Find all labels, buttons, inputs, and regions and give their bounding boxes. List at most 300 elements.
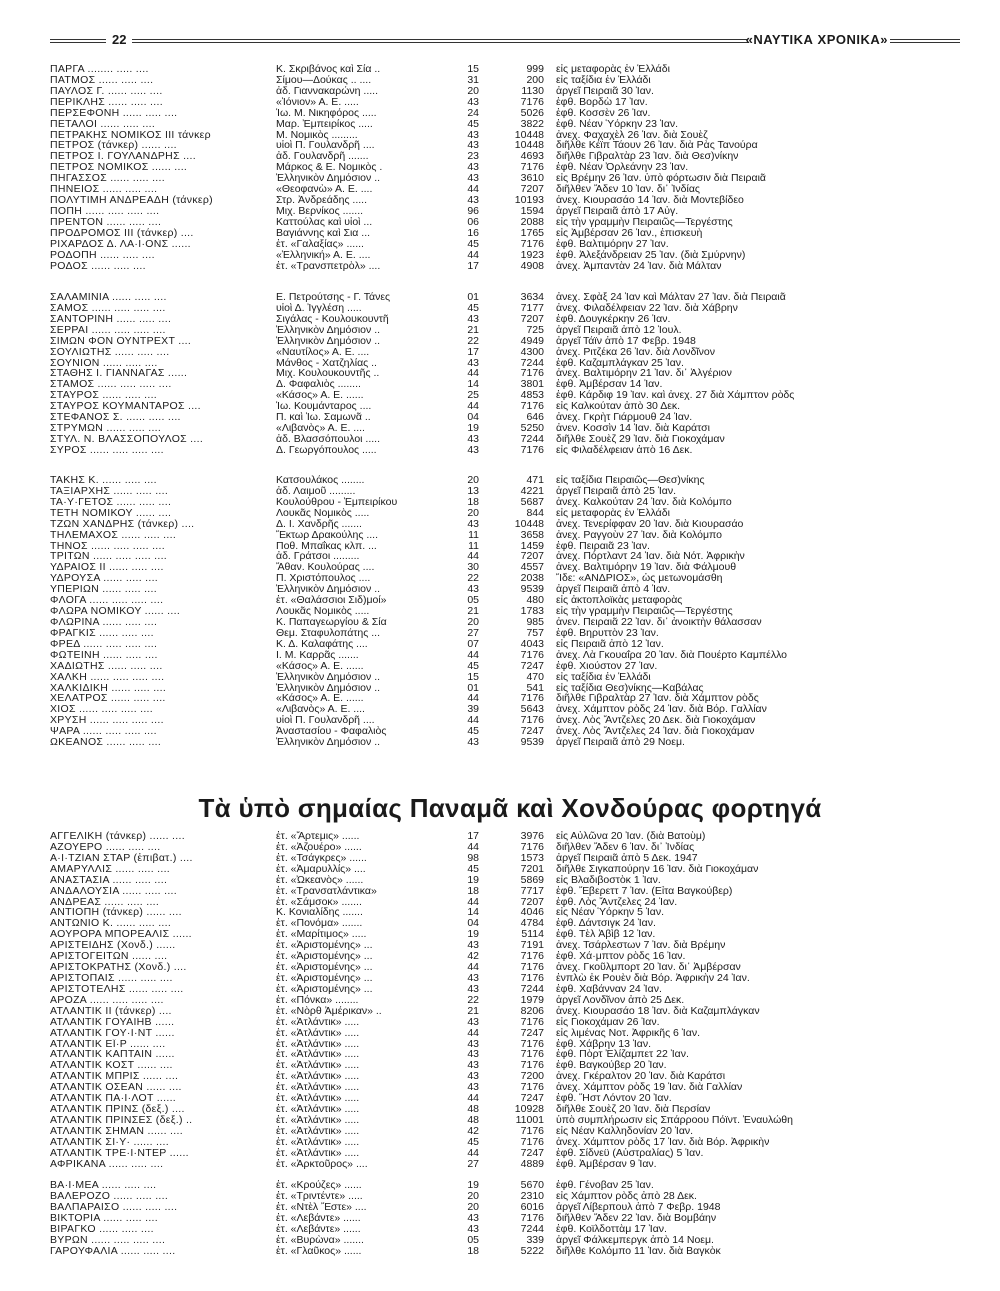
ship-owner: «Θεοφανὼ» Α. Ε. .... bbox=[276, 184, 373, 196]
ship-code: 19 bbox=[467, 1180, 479, 1191]
ship-name: ΑΡΙΣΤΟΚΡΑΤΗΣ (Χονδ.) .... bbox=[50, 962, 187, 973]
ship-row bbox=[50, 401, 960, 412]
ship-owner: Δ. Γεωργόπουλος ..... bbox=[276, 444, 377, 456]
ship-tonnage: 7176 bbox=[520, 951, 544, 963]
ship-row bbox=[50, 434, 960, 445]
ship-tonnage: 1979 bbox=[520, 994, 544, 1006]
ship-tonnage: 7176 bbox=[520, 444, 544, 456]
ship-owner: Λουκᾶς Νομικὸς ..... bbox=[276, 606, 370, 617]
ship-owner: Ι. Μ. Καρρᾶς ....... bbox=[276, 649, 359, 661]
ship-tonnage: 470 bbox=[526, 671, 544, 683]
ship-row bbox=[50, 650, 960, 661]
page bbox=[50, 30, 960, 1257]
ship-tonnage: 7207 bbox=[520, 896, 544, 908]
ship-row bbox=[50, 250, 960, 261]
ship-tonnage: 4557 bbox=[520, 562, 544, 574]
ship-tonnage: 3822 bbox=[520, 118, 544, 130]
ship-tonnage: 646 bbox=[526, 412, 544, 424]
ship-tonnage: 10448 bbox=[514, 518, 544, 530]
ship-owner: ἑτ. «Ἀτλάντικ» ..... bbox=[276, 1049, 360, 1061]
ship-tonnage: 3610 bbox=[520, 173, 544, 185]
ship-code: 42 bbox=[467, 951, 479, 963]
ship-tonnage: 4889 bbox=[520, 1158, 544, 1170]
ship-name: ΑΤΛΑΝΤΙΚ ΤΡΕ·Ι·ΝΤΕΡ ...... bbox=[50, 1147, 189, 1159]
ship-tonnage: 11001 bbox=[515, 1114, 544, 1126]
ship-status: ἀργεῖ Πειραιᾶ ἀπὸ 25 Ἰαν. bbox=[556, 485, 677, 497]
ship-code: 45 bbox=[467, 302, 479, 314]
ship-status: ἀργεῖ Πειραιᾶ ἀπὸ 5 Δεκ. 1947 bbox=[556, 852, 698, 864]
ship-code: 44 bbox=[467, 1093, 479, 1105]
ship-owner: ἑτ. «Ἀτλάντικ» ..... bbox=[276, 1136, 360, 1148]
ship-name: ΤΖΩΝ ΧΑΝΔΡΗΣ (τάνκερ) .... bbox=[50, 518, 195, 530]
ship-code: 39 bbox=[467, 704, 479, 716]
ship-row bbox=[50, 325, 960, 336]
ship-tonnage: 7247 bbox=[520, 660, 544, 672]
ship-code: 43 bbox=[467, 173, 479, 185]
ship-status: ἀνεχ. Φιλαδέλφειαν 22 Ἰαν. διὰ Χάβρην bbox=[556, 302, 738, 314]
ship-code: 13 bbox=[467, 485, 479, 497]
ship-row bbox=[50, 140, 960, 151]
ship-owner: ἑτ. «Θαλάσσιοι Σιδ)μοί» bbox=[276, 595, 387, 607]
ship-name: ΑΝΔΡΕΑΣ ...... ..... .... bbox=[50, 896, 160, 908]
ship-owner: Καττούλας καὶ υἱοὶ ... bbox=[276, 216, 373, 228]
ship-tonnage: 999 bbox=[526, 64, 544, 75]
ship-status: ἀργεῖ Πειραιᾶ ἀπὸ 12 Ἰουλ. bbox=[556, 324, 682, 336]
ship-code: 22 bbox=[467, 573, 479, 585]
ship-owner: ἑτ. «Ἀτλάντικ» ..... bbox=[276, 1093, 360, 1105]
ship-owner: Ἑλληνικὸν Δημόσιον .. bbox=[276, 671, 381, 683]
ship-row bbox=[50, 314, 960, 325]
ship-status: ἐφθ. Ἀλεξάνδρειαν 25 Ἰαν. (διὰ Σμύρνην) bbox=[556, 249, 746, 261]
ship-name: ΠΗΓΑΣΣΟΣ ...... ..... .... bbox=[50, 173, 165, 185]
ship-tonnage: 4693 bbox=[520, 151, 544, 163]
ship-status: ἀργεῖ Πειραιᾶ ἀπὸ 29 Νοεμ. bbox=[556, 737, 685, 749]
ship-owner: ἑτ. «Νὸρθ Ἀμέρικαν» .. bbox=[276, 1005, 382, 1017]
ship-status: εἰς ἀκτοπλοϊκὰς μεταφορὰς bbox=[556, 595, 683, 607]
ship-code: 43 bbox=[467, 1016, 479, 1028]
ship-status: εἰς Ἀμβέρσαν 26 Ἰαν., ἐπισκευὴ bbox=[556, 227, 703, 239]
ship-tonnage: 5114 bbox=[521, 929, 544, 941]
ship-owner: ἑτ. «Ἀμαρυλλίς» .... bbox=[276, 863, 366, 875]
ship-owner: ἑτ. «Κρούζες» ...... bbox=[276, 1180, 362, 1191]
ship-row bbox=[50, 108, 960, 119]
ship-status: ἀνεχ. Κιουρασάο 14 Ἰαν. διὰ Μοντεβίδεο bbox=[556, 195, 744, 206]
ship-row bbox=[50, 995, 960, 1006]
ship-status: ἀνεχ. Βαλτιμόρην 19 Ἰαν. διὰ Φάλμουθ bbox=[556, 562, 737, 574]
ship-name: ΣΤΕΦΑΝΟΣ Σ. ...... ..... .... bbox=[50, 412, 181, 424]
ship-tonnage: 7176 bbox=[520, 693, 544, 705]
ship-status: ἀργεῖ Λονδῖνον ἀπὸ 25 Δεκ. bbox=[556, 994, 685, 1006]
ship-owner: ἑτ. «Ἀριστομένης» ... bbox=[276, 972, 373, 984]
ship-status: εἰς Πειραιᾶ ἀπὸ 12 Ἰαν. bbox=[556, 638, 664, 650]
ship-row bbox=[50, 831, 960, 842]
ship-list-section-t-o bbox=[50, 475, 960, 748]
ship-tonnage: 7176 bbox=[520, 1125, 544, 1137]
ship-name: ΑΤΛΑΝΤΙΚ ΟΣΕΑΝ ...... .... bbox=[50, 1082, 182, 1094]
ship-tonnage: 4300 bbox=[520, 346, 544, 358]
ship-status: ἐφθ. Ἥστ Λόντον 20 Ἰαν. bbox=[556, 1093, 672, 1105]
ship-owner: Μάνθος - Χατζηλίας .. bbox=[276, 357, 377, 369]
ship-tonnage: 7247 bbox=[520, 1147, 544, 1159]
ship-status: ἀνεχ. Γκοῦλμπορτ 20 Ἰαν. δι᾽ Ἀμβέρσαν bbox=[556, 962, 741, 973]
ship-code: 44 bbox=[467, 249, 479, 261]
ship-tonnage: 7176 bbox=[520, 1212, 544, 1224]
ship-code: 11 bbox=[468, 529, 479, 541]
ship-code: 25 bbox=[467, 390, 479, 402]
ship-code: 45 bbox=[467, 238, 479, 250]
ship-owner: Ποθ. Μπαΐκας κλπ. ... bbox=[276, 540, 377, 552]
ship-status: ἀργεῖ Πειραιᾶ ἀπὸ 4 Ἰαν. bbox=[556, 584, 671, 596]
ship-code: 14 bbox=[467, 907, 479, 919]
ship-tonnage: 471 bbox=[526, 475, 544, 486]
ship-name: ΠΟΠΗ ...... ..... ..... .... bbox=[50, 205, 160, 217]
ship-status: ἐφθ. Λὸς Ἄντζελες 24 Ἰαν. bbox=[556, 896, 678, 908]
ship-status: διῆλθε Γιβραλτὰρ 23 Ἰαν. διὰ Θεσ)νίκην bbox=[556, 151, 739, 163]
ship-name: ΣΑΛΑΜΙΝΙΑ ...... ..... .... bbox=[50, 292, 167, 303]
ship-code: 44 bbox=[467, 896, 479, 908]
ship-owner: Κ. Σκριβάνος καὶ Σία .. bbox=[276, 64, 381, 75]
ship-status: εἰς Καλκούταν ἀπὸ 30 Δεκ. bbox=[556, 401, 681, 413]
ship-row bbox=[50, 151, 960, 162]
ship-owner: Μιχ. Βερνίκος ....... bbox=[276, 205, 364, 217]
ship-tonnage: 7176 bbox=[520, 1082, 544, 1094]
ship-code: 17 bbox=[467, 346, 479, 358]
ship-name: ΒΑΛΕΡΟΖΟ ...... ..... .... bbox=[50, 1190, 169, 1202]
ship-code: 43 bbox=[467, 162, 479, 174]
ship-owner: Ἕκτωρ Δρακούλης .... bbox=[276, 529, 378, 541]
ship-code: 11 bbox=[468, 540, 479, 552]
ship-tonnage: 7176 bbox=[520, 401, 544, 413]
ship-owner: Σιγάλας - Κουλουκουντῆ bbox=[276, 313, 389, 325]
ship-tonnage: 339 bbox=[526, 1234, 544, 1246]
ship-code: 27 bbox=[467, 1158, 479, 1170]
ship-code: 48 bbox=[467, 1114, 479, 1126]
ship-code: 43 bbox=[467, 1049, 479, 1061]
ship-code: 43 bbox=[467, 195, 479, 206]
ship-name: ΑΓΓΕΛΙΚΗ (τάνκερ) ...... .... bbox=[50, 831, 185, 842]
ship-status: ἐφθ. Ἔβερεττ 7 Ἰαν. (Εἶτα Βαγκούβερ) bbox=[556, 885, 733, 897]
ship-status: εἰς Νέαν Ὑόρκην 5 Ἰαν. bbox=[556, 907, 665, 919]
ship-code: 43 bbox=[467, 1038, 479, 1050]
ship-tonnage: 7207 bbox=[520, 313, 544, 325]
ship-row bbox=[50, 303, 960, 314]
ship-owner: ἑτ. «Ἄρτεμις» ...... bbox=[276, 831, 360, 842]
running-title: «ΝΑΥΤΙΚΑ ΧΡΟΝΙΚΑ» bbox=[745, 32, 888, 47]
ship-owner: ἑτ. «Ἀριστομένης» ... bbox=[276, 962, 373, 973]
ship-status: ἐφθ. Νέαν Ὑόρκην 23 Ἰαν. bbox=[556, 118, 679, 130]
ship-row bbox=[50, 347, 960, 358]
ship-tonnage: 5222 bbox=[520, 1245, 544, 1257]
ship-status: Ἴδε: «ΑΝΔΡΙΟΣ», ὡς μετωνομάσθη bbox=[556, 573, 723, 585]
ship-owner: ἑτ. «Ἀτλάντικ» ..... bbox=[276, 1104, 360, 1115]
ship-owner: Ἑλληνικὸν Δημόσιον .. bbox=[276, 335, 381, 347]
ship-status: ἐφθ. Κοσσὲν 26 Ἰαν. bbox=[556, 107, 651, 119]
ship-code: 22 bbox=[467, 994, 479, 1006]
ship-code: 07 bbox=[467, 638, 479, 650]
ship-code: 44 bbox=[467, 1027, 479, 1039]
ship-status: ἐφθ. Σίδνεϋ (Αὐστραλίας) 5 Ἰαν. bbox=[556, 1147, 704, 1159]
ship-status: ἀνεν. Πειραιᾶ 22 Ἰαν. δι᾽ ἀνοικτὴν θάλασσαν bbox=[556, 616, 762, 628]
ship-name: ΡΙΧΑΡΔΟΣ Δ. ΛΑ·Ι·ΟΝΣ ...... bbox=[50, 238, 191, 250]
ship-status: ἀνεχ. Χάμπτον ρὸδς 24 Ἰαν. διὰ Βόρ. Γαλλίαν bbox=[556, 704, 767, 716]
ship-name: ΡΟΔΟΠΗ ...... ..... .... bbox=[50, 249, 155, 261]
ship-owner: ἑτ. «Ἀτλάντικ» ..... bbox=[276, 1082, 360, 1094]
ship-code: 43 bbox=[467, 140, 479, 152]
ship-code: 21 bbox=[467, 324, 479, 336]
ship-name: ΥΔΡΟΥΣΑ ...... ..... .... bbox=[50, 573, 158, 585]
ship-name: ΑΡΙΣΤΟΓΕΙΤΩΝ ...... .... bbox=[50, 951, 168, 963]
ship-list-section-panama-a bbox=[50, 831, 960, 1170]
ship-code: 18 bbox=[467, 496, 479, 508]
ship-status: ἐφθ. Βορδὼ 17 Ἰαν. bbox=[556, 96, 648, 108]
ship-name: ΦΛΩΡΑ ΝΟΜΙΚΟΥ ...... .... bbox=[50, 606, 181, 617]
ship-code: 44 bbox=[467, 184, 479, 196]
ship-code: 01 bbox=[467, 682, 479, 694]
ship-status: διῆλθε Κολόμπο 11 Ἰαν. διὰ Βαγκὸκ bbox=[556, 1245, 721, 1257]
ship-code: 43 bbox=[467, 444, 479, 456]
ship-owner: Ἑλληνικὸν Δημόσιον .. bbox=[276, 682, 381, 694]
ship-row bbox=[50, 541, 960, 552]
ship-name: ΤΑΚΗΣ Κ. ...... ..... .... bbox=[50, 475, 157, 486]
ship-code: 43 bbox=[467, 518, 479, 530]
ship-tonnage: 7176 bbox=[520, 1038, 544, 1050]
ship-row bbox=[50, 1071, 960, 1082]
ship-tonnage: 1459 bbox=[520, 540, 544, 552]
ship-owner: «Λιβανὸς» Α. Ε. .... bbox=[276, 704, 365, 716]
ship-owner: ἀδ. Λαιμοῦ ......... bbox=[276, 485, 356, 497]
ship-tonnage: 6016 bbox=[520, 1201, 544, 1213]
ship-status: ἐφθ. Πειραιᾶ 23 Ἰαν. bbox=[556, 540, 650, 552]
ship-owner: ἑτ. «Γλαῦκος» ...... bbox=[276, 1245, 362, 1257]
ship-tonnage: 200 bbox=[526, 74, 544, 86]
ship-tonnage: 7717 bbox=[520, 885, 544, 897]
ship-status: διῆλθεν Ἄδεν 6 Ἰαν. δι᾽ Ἰνδίας bbox=[556, 841, 695, 853]
ship-status: ἐνπλὼ ἐκ Ρουὲν διὰ Βόρ. Ἀφρικὴν 24 Ἰαν. bbox=[556, 972, 750, 984]
ship-owner: Ἑλληνικὸν Δημόσιον .. bbox=[276, 173, 381, 185]
ship-status: εἰς Χάμπτον ρὸδς ἀπὸ 28 Δεκ. bbox=[556, 1190, 697, 1202]
ship-name: ΠΕΤΡΟΣ (τάνκερ) ...... .... bbox=[50, 140, 177, 152]
ship-status: ἐφθ. Καζαμπλάγκαν 25 Ἰαν. bbox=[556, 357, 684, 369]
ship-code: 44 bbox=[467, 962, 479, 973]
ship-code: 18 bbox=[467, 885, 479, 897]
ship-code: 44 bbox=[467, 1147, 479, 1159]
ship-code: 43 bbox=[467, 96, 479, 108]
ship-name: ΑΡΙΣΤΟΤΕΛΗΣ ...... ..... .... bbox=[50, 983, 184, 995]
ship-row bbox=[50, 639, 960, 650]
ship-row bbox=[50, 726, 960, 737]
ship-code: 06 bbox=[467, 216, 479, 228]
ship-owner: ἀδ. Γουλανδρῆ ....... bbox=[276, 151, 369, 163]
ship-code: 96 bbox=[467, 205, 479, 217]
ship-tonnage: 3976 bbox=[520, 831, 544, 842]
ship-tonnage: 7247 bbox=[520, 726, 544, 738]
ship-name: ΑΤΛΑΝΤΙΚ ΙΙ (τάνκερ) .... bbox=[50, 1005, 172, 1017]
ship-row bbox=[50, 1213, 960, 1224]
ship-tonnage: 7176 bbox=[520, 238, 544, 250]
ship-row bbox=[50, 1082, 960, 1093]
ship-tonnage: 7176 bbox=[520, 715, 544, 727]
ship-row bbox=[50, 390, 960, 401]
ship-row bbox=[50, 1137, 960, 1148]
ship-tonnage: 4908 bbox=[520, 260, 544, 272]
ship-name: ΑΤΛΑΝΤΙΚ ΣΙ·Υ· ...... .... bbox=[50, 1136, 169, 1148]
ship-tonnage: 4784 bbox=[520, 918, 544, 930]
ship-owner: ἑτ. «Σάμσοκ» ....... bbox=[276, 896, 362, 908]
ship-code: 43 bbox=[467, 1082, 479, 1094]
ship-row bbox=[50, 497, 960, 508]
ship-code: 44 bbox=[467, 693, 479, 705]
ship-status: ἀνεχ. Βαλτιμόρην 21 Ἰαν. δι᾽ Ἀλγέριον bbox=[556, 368, 732, 380]
ship-name: ΧΙΟΣ ...... ..... ..... .... bbox=[50, 704, 153, 716]
ship-tonnage: 7176 bbox=[520, 368, 544, 380]
ship-owner: ἑτ. «Ἀριστομένης» ... bbox=[276, 983, 373, 995]
ship-code: 45 bbox=[467, 660, 479, 672]
ship-code: 01 bbox=[467, 292, 479, 303]
ship-tonnage: 7244 bbox=[520, 983, 544, 995]
ship-name: ΑΤΛΑΝΤΙΚ ΣΗΜΑΝ ...... .... bbox=[50, 1125, 183, 1137]
ship-name: ΑΖΟΥΕΡΟ ...... ..... .... bbox=[50, 841, 161, 853]
ship-tonnage: 7176 bbox=[520, 962, 544, 973]
ship-row bbox=[50, 875, 960, 886]
ship-code: 44 bbox=[467, 368, 479, 380]
ship-code: 43 bbox=[467, 1223, 479, 1235]
ship-tonnage: 4949 bbox=[520, 335, 544, 347]
ship-owner: ἑτ. «Τριντέντε» ..... bbox=[276, 1190, 363, 1202]
ship-status: εἰς Νέαν Καλληδονίαν 20 Ἰαν. bbox=[556, 1125, 694, 1137]
ship-name: ΧΑΛΚΙΔΙΚΗ ...... ..... .... bbox=[50, 682, 167, 694]
ship-row bbox=[50, 907, 960, 918]
ship-owner: ἑτ. «Ἀτλάντικ» ..... bbox=[276, 1071, 360, 1083]
ship-name: ΑΤΛΑΝΤΙΚ ΠΑ·Ι·ΛΟΤ ...... bbox=[50, 1093, 177, 1105]
ship-tonnage: 7244 bbox=[520, 357, 544, 369]
ship-row bbox=[50, 551, 960, 562]
ship-status: εἰς Βλαδιβοστὸκ 1 Ἰαν. bbox=[556, 874, 661, 886]
ship-tonnage: 3658 bbox=[520, 529, 544, 541]
ship-name: ΦΡΑΓΚΙΣ ...... ..... .... bbox=[50, 627, 154, 639]
ship-row bbox=[50, 86, 960, 97]
ship-owner: «Κάσος» Α. Ε. ...... bbox=[276, 660, 364, 672]
ship-row bbox=[50, 184, 960, 195]
ship-code: 05 bbox=[467, 595, 479, 607]
ship-code: 15 bbox=[467, 64, 479, 75]
ship-row bbox=[50, 412, 960, 423]
ship-row bbox=[50, 261, 960, 272]
page-number: 22 bbox=[112, 32, 127, 47]
ship-code: 43 bbox=[467, 1060, 479, 1072]
ship-row bbox=[50, 1191, 960, 1202]
ship-owner: ἑτ. «Τρανσατλάντικα» bbox=[276, 885, 377, 897]
ship-name: ΑΤΛΑΝΤΙΚ ΠΡΙΝΣΕΣ (δεξ.) .. bbox=[50, 1114, 193, 1126]
ship-code: 44 bbox=[467, 841, 479, 853]
ship-status: ἀνεχ. Λὸς Ἄντζελες 20 Δεκ. διὰ Γιοκοχάμαν bbox=[556, 715, 756, 727]
ship-tonnage: 725 bbox=[526, 324, 544, 336]
ship-name: ΒΑΛΠΑΡΑΙΣΟ ...... ..... .... bbox=[50, 1201, 178, 1213]
ship-status: ἐφθ. Νέαν Ὀρλεάνην 23 Ἰαν. bbox=[556, 162, 689, 174]
ship-code: 23 bbox=[467, 151, 479, 163]
ship-owner: Ἰω. Μ. Νικηφόρος ..... bbox=[276, 107, 377, 119]
ship-tonnage: 7177 bbox=[520, 302, 544, 314]
ship-name: ΑΝΤΙΟΠΗ (τάνκερ) ...... .... bbox=[50, 907, 182, 919]
ship-status: εἰς Αὐλῶνα 20 Ἰαν. (διὰ Βατοὺμ) bbox=[556, 831, 706, 842]
ship-code: 43 bbox=[467, 737, 479, 749]
ship-owner: Δ. Ι. Χανδρῆς ....... bbox=[276, 518, 362, 530]
ship-name: ΣΤΑΘΗΣ Ι. ΓΙΑΝΝΑΓΑΣ ...... bbox=[50, 368, 188, 380]
ship-tonnage: 7207 bbox=[520, 184, 544, 196]
ship-name: ΒΥΡΩΝ ...... ..... ..... .... bbox=[50, 1234, 166, 1246]
section-banner: Τὰ ὑπὸ σημαίας Παναμᾶ καὶ Χονδούρας φορτηγά bbox=[198, 793, 822, 823]
ship-status: ἀνεχ. Λὸς Ἄντζελες 24 Ἰαν. διὰ Γιοκοχάμαν bbox=[556, 726, 755, 738]
ship-owner: Ἰω. Κουμάνταρος .... bbox=[276, 401, 372, 413]
ship-status: διῆλθεν Ἄδεν 22 Ἰαν. διὰ Βομβάην bbox=[556, 1212, 717, 1224]
ship-tonnage: 2088 bbox=[520, 216, 544, 228]
ship-code: 43 bbox=[467, 129, 479, 141]
ship-name: ΑΜΑΡΥΛΛΙΣ ...... ..... .... bbox=[50, 863, 171, 875]
ship-owner: «Ἰόνιον» Α. Ε. ..... bbox=[276, 96, 359, 108]
ship-owner: ἑτ. «Ἀτλάντικ» ..... bbox=[276, 1016, 360, 1028]
ship-name: ΠΕΤΡΟΣ ΝΟΜΙΚΟΣ ...... .... bbox=[50, 162, 188, 174]
ship-code: 14 bbox=[467, 379, 479, 391]
ship-row bbox=[50, 1039, 960, 1050]
ship-name: ΑΤΛΑΝΤΙΚ ΓΟΥΑΙΗΒ ...... bbox=[50, 1016, 175, 1028]
ship-owner: ἑτ. «Γαλαξίας» ...... bbox=[276, 238, 364, 250]
ship-tonnage: 1923 bbox=[520, 249, 544, 261]
ship-row bbox=[50, 368, 960, 379]
ship-name: ΑΤΛΑΝΤΙΚ ΚΑΠΤΑΙΝ ...... bbox=[50, 1049, 175, 1061]
ship-status: εἰς λιμένας Νοτ. Ἀφρικῆς 6 Ἰαν. bbox=[556, 1027, 700, 1039]
ship-name: ΧΡΥΣΗ ...... ..... ..... .... bbox=[50, 715, 164, 727]
ship-code: 44 bbox=[467, 649, 479, 661]
ship-code: 43 bbox=[467, 313, 479, 325]
ship-owner: Κουλούθρου - Ἐμπειρίκου bbox=[276, 496, 398, 508]
ship-tonnage: 7176 bbox=[520, 162, 544, 174]
ship-owner: Μαρ. Ἐμπειρίκος ..... bbox=[276, 118, 373, 130]
ship-row bbox=[50, 423, 960, 434]
ship-status: εἰς ταξίδια Πειραιῶς—Θεσ)νίκης bbox=[556, 475, 705, 486]
ship-row bbox=[50, 206, 960, 217]
ship-name: ΠΕΡΣΕΦΟΝΗ ...... ..... .... bbox=[50, 107, 178, 119]
ship-row bbox=[50, 864, 960, 875]
ship-tonnage: 4221 bbox=[520, 485, 544, 497]
ship-name: ΠΕΡΙΚΛΗΣ ...... ..... .... bbox=[50, 96, 163, 108]
ship-name: ΣΤΑΥΡΟΣ ΚΟΥΜΑΝΤΑΡΟΣ .... bbox=[50, 401, 201, 413]
ship-status: εἰς μεταφορὰς ἐν Ἑλλάδι bbox=[556, 64, 670, 75]
ship-name: ΓΑΡΟΥΦΑΛΙΑ ...... ..... .... bbox=[50, 1245, 176, 1257]
ship-row bbox=[50, 1115, 960, 1126]
ship-status: ὑπὸ συμπλήρωσιν εἰς Σπάρροου Πόϊντ. Ἐναυλώθη bbox=[556, 1114, 793, 1126]
ship-row bbox=[50, 1006, 960, 1017]
ship-tonnage: 7200 bbox=[520, 1071, 544, 1083]
ship-code: 19 bbox=[467, 929, 479, 941]
ship-status: εἰς τὴν γραμμὴν Πειραιῶς—Τεργέστης bbox=[556, 216, 733, 228]
ship-row bbox=[50, 1126, 960, 1137]
ship-name: ΧΑΔΙΩΤΗΣ ...... ..... .... bbox=[50, 660, 163, 672]
ship-row bbox=[50, 1224, 960, 1235]
ship-status: ἐφθ. Βαλτιμόρην 27 Ἰαν. bbox=[556, 238, 669, 250]
ship-status: ἐφθ. Γένοβαν 25 Ἰαν. bbox=[556, 1180, 654, 1191]
ship-status: ἐφθ. Δουγκέρκην 26 Ἰαν. bbox=[556, 313, 671, 325]
ship-owner: ἀδ. Βλασσόπουλοι ..... bbox=[276, 433, 381, 445]
ship-status: ἀνεχ. Ἀμπαντὰν 24 Ἰαν. διὰ Μάλταν bbox=[556, 260, 722, 272]
ship-status: ἀνεχ. Τενερίφφαν 20 Ἰαν. διὰ Κιουρασάο bbox=[556, 518, 744, 530]
ship-name: ΠΑΤΜΟΣ ...... ..... .... bbox=[50, 74, 154, 86]
ship-status: ἀνεχ. Ριτζέκα 26 Ἰαν. διὰ Λονδῖνον bbox=[556, 346, 716, 358]
ship-row bbox=[50, 195, 960, 206]
ship-tonnage: 3634 bbox=[520, 292, 544, 303]
ship-name: ΑΡΟΖΑ ...... ..... ..... .... bbox=[50, 994, 164, 1006]
ship-owner: ἑτ. «Πόνκα» ........ bbox=[276, 994, 359, 1006]
ship-owner: Μιχ. Κουλουκουντῆς .. bbox=[276, 368, 380, 380]
ship-owner: Ἄθαν. Κουλούρας .... bbox=[276, 562, 375, 574]
